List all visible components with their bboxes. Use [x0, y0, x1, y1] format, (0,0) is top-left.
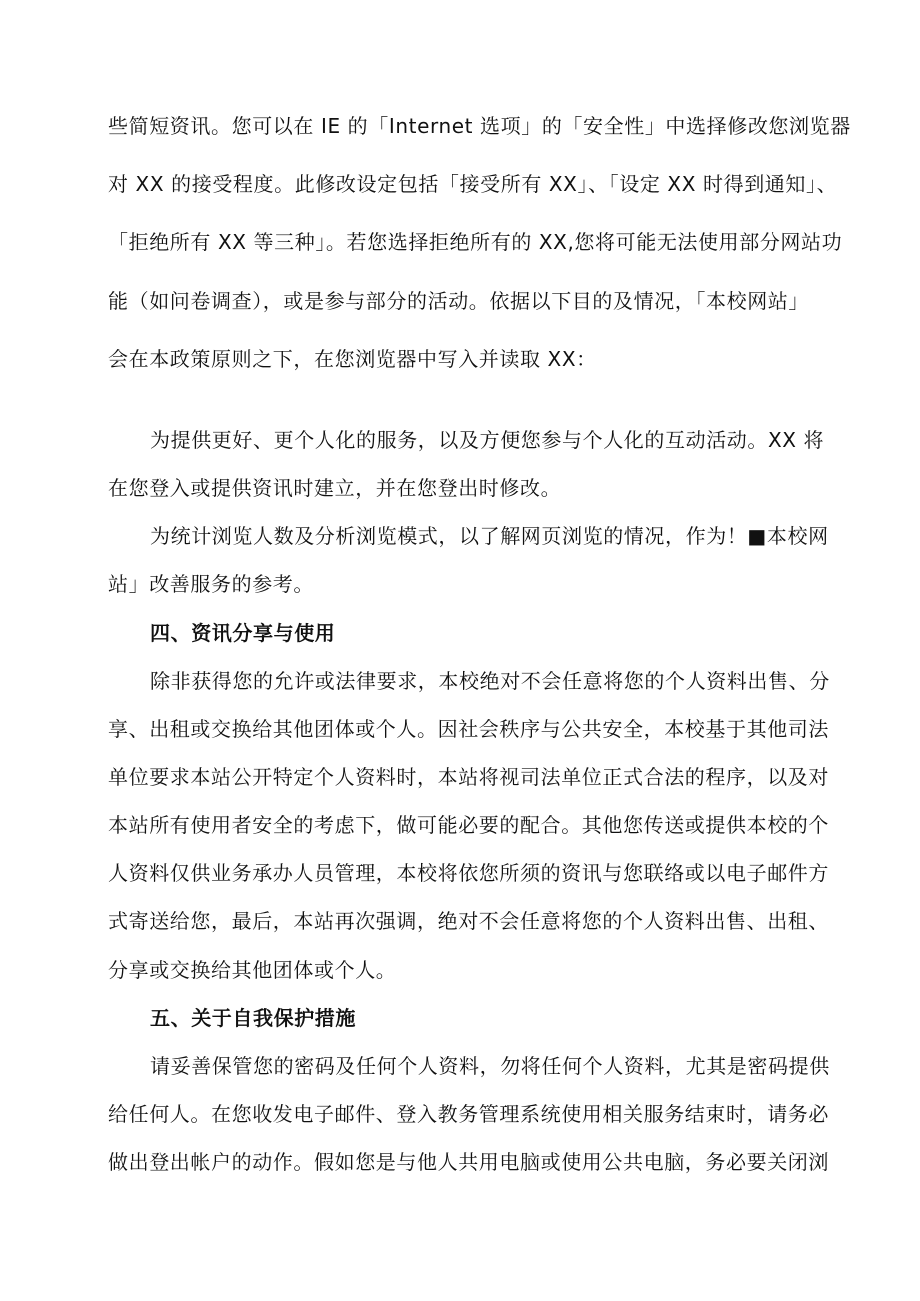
paragraph-first-line: 请妥善保管您的密码及任何个人资料，勿将任何个人资料，尤其是密码提供 [150, 1054, 830, 1078]
text-line: 式寄送给您，最后，本站再次强调，绝对不会任意将您的个人资料出售、出租、 [108, 909, 829, 933]
text-line: 些简短资讯。您可以在 IE 的「Internet 选项」的「安全性」中选择修改您浏览器 [108, 114, 851, 138]
section-heading: 四、资讯分享与使用 [150, 621, 336, 645]
text-line: 人资料仅供业务承办人员管理，本校将依您所须的资讯与您联络或以电子邮件方 [108, 861, 829, 885]
text-line: 给任何人。在您收发电子邮件、登入教务管理系统使用相关服务结束时，请务必 [108, 1102, 829, 1126]
text-line: 会在本政策原则之下，在您浏览器中写入并读取 XX： [108, 347, 597, 371]
paragraph-first-line: 为提供更好、更个人化的服务，以及方便您参与个人化的互动活动。XX 将 [150, 428, 825, 452]
paragraph-first-line: 为统计浏览人数及分析浏览模式，以了解网页浏览的情况，作为！■本校网 [150, 524, 829, 548]
paragraph-first-line: 除非获得您的允许或法律要求，本校绝对不会任意将您的个人资料出售、分 [150, 669, 830, 693]
text-line: 在您登入或提供资讯时建立，并在您登出时修改。 [108, 476, 562, 500]
text-line: 本站所有使用者安全的考虑下，做可能必要的配合。其他您传送或提供本校的个 [108, 813, 829, 837]
section-heading: 五、关于自我保护措施 [150, 1006, 356, 1030]
text-line: 做出登出帐户的动作。假如您是与他人共用电脑或使用公共电脑，务必要关闭浏 [108, 1150, 829, 1174]
text-line: 站」改善服务的参考。 [108, 572, 314, 596]
text-line: 单位要求本站公开特定个人资料时，本站将视司法单位正式合法的程序，以及对 [108, 765, 829, 789]
text-line: 分享或交换给其他团体或个人。 [108, 958, 397, 982]
text-line: 能（如问卷调查），或是参与部分的活动。依据以下目的及情况，「本校网站」 [108, 289, 809, 313]
text-line: 「拒绝所有 XX 等三种」。若您选择拒绝所有的 XX,您将可能无法使用部分网站功 [108, 230, 843, 254]
text-line: 享、出租或交换给其他团体或个人。因社会秩序与公共安全，本校基于其他司法 [108, 717, 829, 741]
text-line: 对 XX 的接受程度。此修改设定包括「接受所有 XX」、「设定 XX 时得到通知」、 [108, 172, 838, 196]
